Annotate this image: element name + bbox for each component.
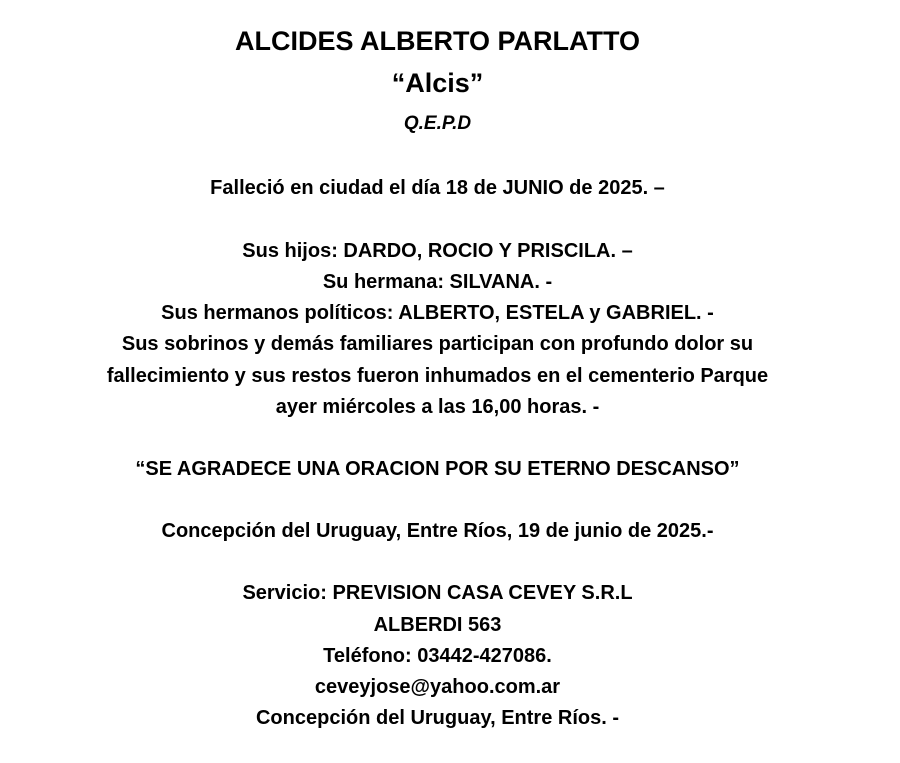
deceased-nickname: “Alcis” xyxy=(391,68,484,98)
deceased-name: ALCIDES ALBERTO PARLATTO xyxy=(235,26,640,56)
in-laws-line: Sus hermanos políticos: ALBERTO, ESTELA y GABRIEL. - xyxy=(161,302,714,324)
service-provider: Servicio: PREVISION CASA CEVEY S.R.L xyxy=(242,582,633,604)
children-line: Sus hijos: DARDO, ROCIO Y PRISCILA. – xyxy=(242,240,633,262)
participation-line-3: ayer miércoles a las 16,00 horas. - xyxy=(275,396,600,418)
service-address: ALBERDI 563 xyxy=(373,614,502,636)
participation-line-1: Sus sobrinos y demás familiares participan con profundo dolor su xyxy=(121,333,754,355)
sister-line: Su hermana: SILVANA. - xyxy=(322,271,553,293)
prayer-request: “SE AGRADECE UNA ORACION POR SU ETERNO DESCANSO” xyxy=(135,458,740,480)
service-email: ceveyjose@yahoo.com.ar xyxy=(314,676,561,698)
service-phone: Teléfono: 03442-427086. xyxy=(323,645,552,667)
participation-line-2: fallecimiento y sus restos fueron inhumados en el cementerio Parque xyxy=(106,365,769,387)
service-city: Concepción del Uruguay, Entre Ríos. - xyxy=(255,707,619,729)
qepd-label: Q.E.P.D xyxy=(403,113,472,134)
death-notice-text: Falleció en ciudad el día 18 de JUNIO de 2025. – xyxy=(210,177,665,199)
place-and-date: Concepción del Uruguay, Entre Ríos, 19 de junio de 2025.- xyxy=(161,520,714,542)
